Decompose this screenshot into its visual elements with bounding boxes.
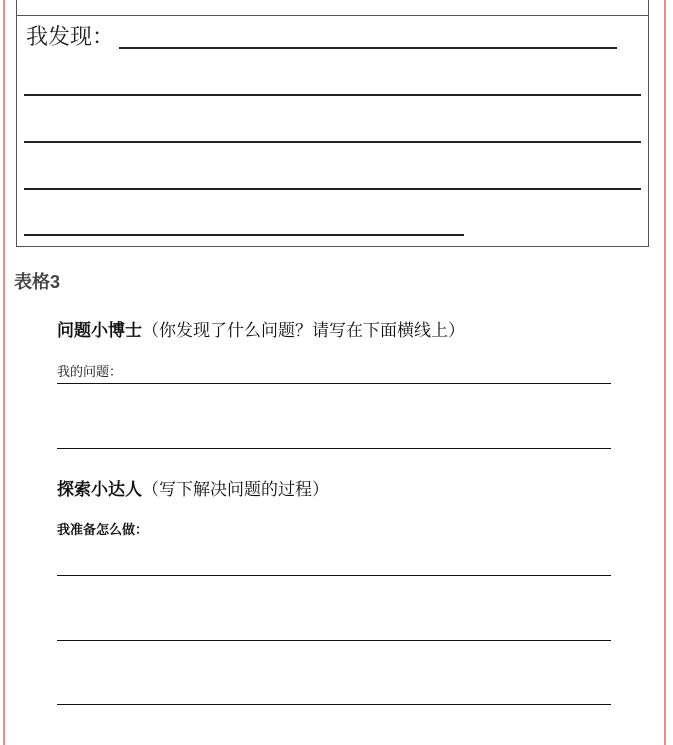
question-heading-hint: （你发现了什么问题？请写在下面横线上） xyxy=(142,321,465,341)
question-heading-text: 问题小博士 xyxy=(57,321,142,341)
discover-write-line-3[interactable] xyxy=(24,141,641,143)
discover-write-line-2[interactable] xyxy=(24,94,641,96)
discover-write-line-1[interactable] xyxy=(119,47,617,49)
explore-section-heading xyxy=(57,478,329,502)
plan-write-line-3[interactable] xyxy=(57,704,611,705)
plan-write-line-1[interactable] xyxy=(57,575,611,576)
page-frame-right xyxy=(664,0,666,745)
discover-write-line-4[interactable] xyxy=(24,188,641,190)
box-divider xyxy=(17,15,648,16)
discover-label: 我发现： xyxy=(26,25,115,50)
discovery-box xyxy=(16,0,649,247)
explore-heading-hint: （写下解决问题的过程） xyxy=(142,480,329,500)
question-section-heading xyxy=(57,319,465,343)
question-write-line-1[interactable] xyxy=(57,383,611,384)
plan-write-line-2[interactable] xyxy=(57,640,611,641)
my-plan-label: 我准备怎么做： xyxy=(57,523,149,538)
explore-heading-text: 探索小达人 xyxy=(57,480,142,500)
page-frame-left xyxy=(3,0,5,745)
my-question-label: 我的问题： xyxy=(57,365,123,380)
discover-write-line-5[interactable] xyxy=(24,234,464,236)
table-3-title: 表格3 xyxy=(14,272,61,292)
question-write-line-2[interactable] xyxy=(57,448,611,449)
